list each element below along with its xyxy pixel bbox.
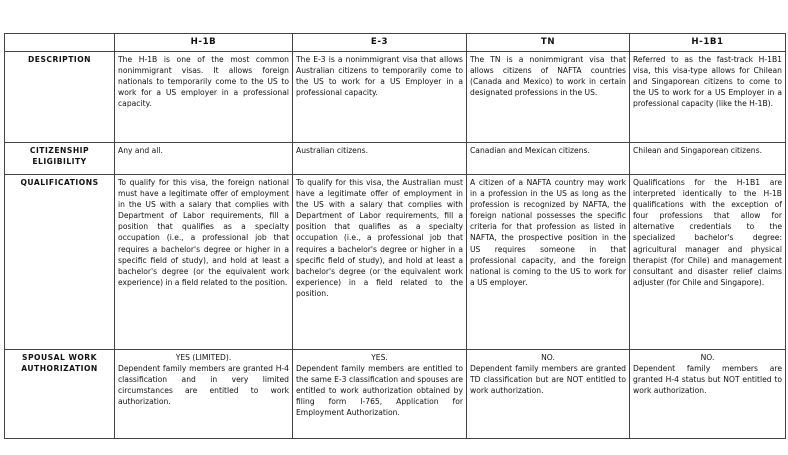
table-cell: The TN is a nonimmigrant visa that allows citizens of NAFTA countries (Canada and Mexico) to work in certain designated professions in the US. <box>467 52 630 143</box>
answer-detail: Dependent family members are granted TD classification but are NOT entitled to work authorization. <box>470 364 626 396</box>
table-row <box>5 52 786 143</box>
table-cell: Australian citizens. <box>293 143 467 175</box>
table-cell <box>630 350 786 439</box>
column-header-h1b: H-1B <box>115 34 293 52</box>
table-cell: Canadian and Mexican citizens. <box>467 143 630 175</box>
table-cell <box>467 350 630 439</box>
table-cell <box>293 350 467 439</box>
visa-comparison-table <box>4 33 786 439</box>
table-row <box>5 143 786 175</box>
answer-detail: Dependent family members are granted H-4 status but NOT entitled to work authorization. <box>633 364 782 396</box>
answer-label: YES (LIMITED). <box>175 353 232 362</box>
answer-label: NO. <box>541 353 555 362</box>
corner-cell <box>5 34 115 52</box>
answer-detail: Dependent family members are entitled to the same E-3 classification and spouses are entitled to work authorization obtained by filing form I-765, Application for Employment Authorization. <box>296 364 463 418</box>
row-header-qualifications: QUALIFICATIONS <box>5 175 115 350</box>
answer-detail: Dependent family members are granted H-4 classification and in very limited circumstances are entitled to work authorization. <box>118 364 289 407</box>
row-header-description: DESCRIPTION <box>5 52 115 143</box>
table-cell: Any and all. <box>115 143 293 175</box>
table-cell <box>115 350 293 439</box>
table-cell: To qualify for this visa, the Australian must have a legitimate offer of employment in the US with a salary that complies with Department of Labor requirements, fill a position that qualifies as a specialty occupation (i.e., a professional job that requires a bachelor's degree or higher in a specific field of study), and hold at least a bachelor's degree (or the equivalent work experience) in a field related to the position. <box>293 175 467 350</box>
table-cell: The E-3 is a nonimmigrant visa that allows Australian citizens to temporarily come to the US to work for a US Employer in a professional capacity. <box>293 52 467 143</box>
answer-label: NO. <box>700 353 715 362</box>
column-header-e3: E-3 <box>293 34 467 52</box>
table-cell: Referred to as the fast-track H-1B1 visa, this visa-type allows for Chilean and Singaporean citizens to come to the US to work for a US Employer in a professional capacity (like the H-1B). <box>630 52 786 143</box>
table-cell: Qualifications for the H-1B1 are interpreted identically to the H-1B qualifications with the exception of four professions that allow for alternative credentials to the specialized bachelor's degree: agricultural manager and physical therapist (for Chile) and management consultant and disaster relief claims adjuster (for Chile and Singapore). <box>630 175 786 350</box>
table-row <box>5 350 786 439</box>
table-cell: A citizen of a NAFTA country may work in a profession in the US as long as the profession is recognized by NAFTA, the foreign national possesses the specific criteria for that profession as listed in NAFTA, the prospective position in the US requires someone in that professional capacity, and the foreign national is coming to the US to work for a US employer. <box>467 175 630 350</box>
row-header-spousal-work-authorization: SPOUSAL WORK AUTHORIZATION <box>5 350 115 439</box>
row-header-citizenship-eligibility: CITIZENSHIP ELIGIBILITY <box>5 143 115 175</box>
column-header-h1b1: H-1B1 <box>630 34 786 52</box>
answer-label: YES. <box>371 353 388 362</box>
header-row <box>5 34 786 52</box>
column-header-tn: TN <box>467 34 630 52</box>
table-row <box>5 175 786 350</box>
table-cell: Chilean and Singaporean citizens. <box>630 143 786 175</box>
table-cell: The H-1B is one of the most common nonimmigrant visas. It allows foreign nationals to temporarily come to the US to work for a US employer in a professional capacity. <box>115 52 293 143</box>
table-cell: To qualify for this visa, the foreign national must have a legitimate offer of employment in the US with a salary that complies with Department of Labor requirements, fill a position that qualifies as a specialty occupation (i.e., a professional job that requires a bachelor's degree or higher in a specific field of study), and hold at least a bachelor's degree (or the equivalent work experience) in a field related to the position. <box>115 175 293 350</box>
